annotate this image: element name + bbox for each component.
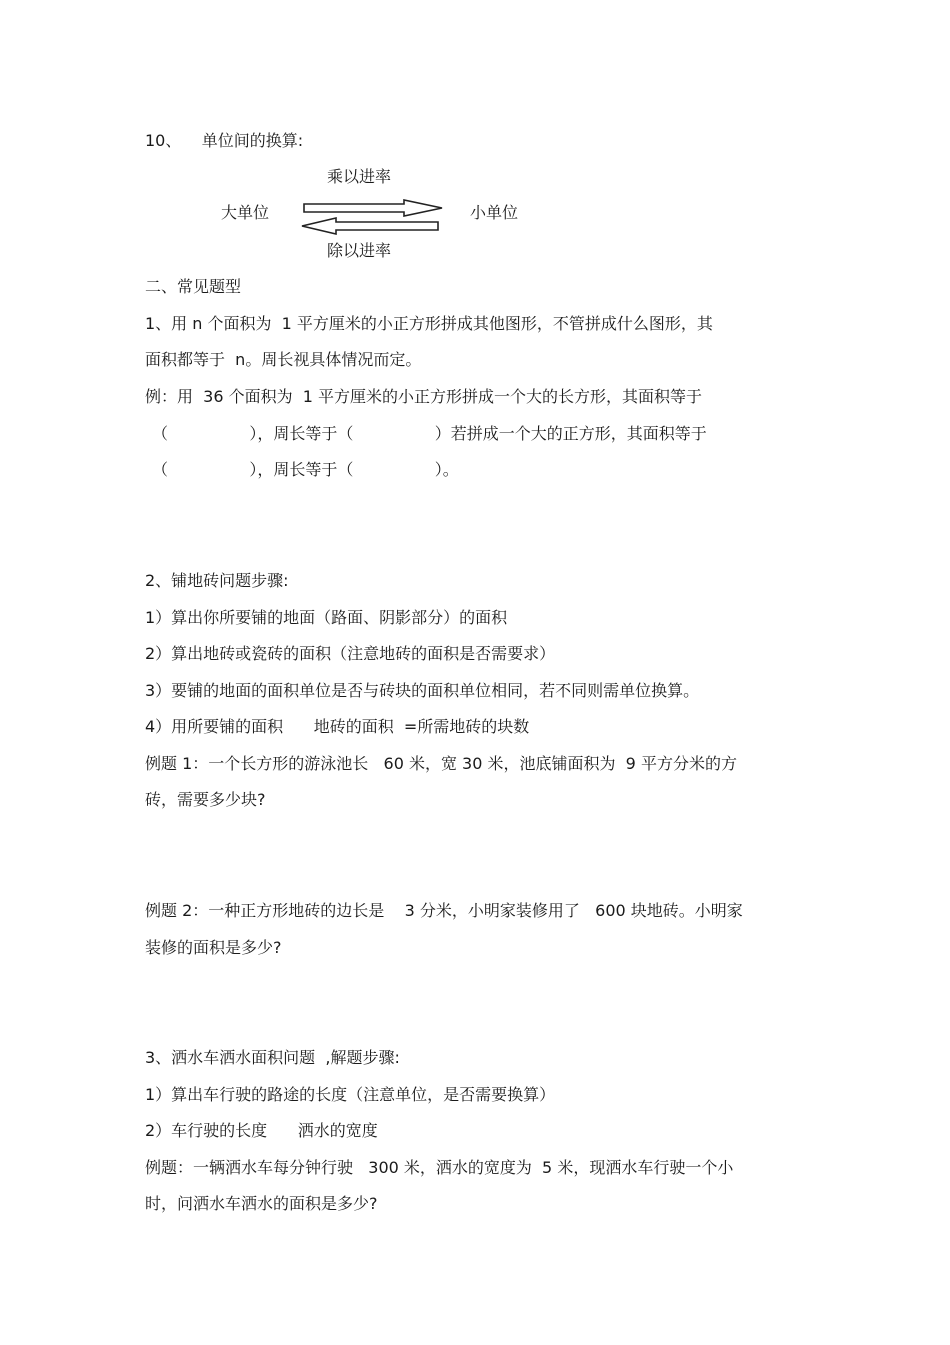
conversion-arrows bbox=[298, 196, 448, 238]
item3-example-line1: 例题：一辆洒水车每分钟行驶 300 米，洒水的宽度为 5 米，现洒水车行驶一个小 bbox=[145, 1158, 734, 1177]
diagram-right-label: 小单位 bbox=[470, 203, 519, 222]
item2-example1-line1: 例题 1：一个长方形的游泳池长 60 米，宽 30 米，池底铺面积为 9 平方分米的方 bbox=[145, 754, 737, 773]
item2-step-3: 3）要铺的地面的面积单位是否与砖块的面积单位相同，若不同则需单位换算。 bbox=[145, 681, 700, 700]
item2-example2-line1: 例题 2：一种正方形地砖的边长是 3 分米，小明家装修用了 600 块地砖。小明家 bbox=[145, 901, 743, 920]
item2-example2-line2: 装修的面积是多少? bbox=[145, 938, 282, 957]
diagram-bottom-label: 除以进率 bbox=[327, 241, 392, 260]
section-heading-unit-conversion: 10、 单位间的换算: bbox=[145, 131, 304, 150]
section-heading-common-questions: 二、常见题型 bbox=[145, 277, 242, 296]
right-arrow-icon bbox=[304, 200, 442, 216]
item3-example-line2: 时，问洒水车洒水的面积是多少? bbox=[145, 1194, 378, 1213]
left-arrow-icon bbox=[302, 218, 438, 234]
item2-step-2: 2）算出地砖或瓷砖的面积（注意地砖的面积是否需要求） bbox=[145, 644, 556, 663]
item2-step-1: 1）算出你所要铺的地面（路面、阴影部分）的面积 bbox=[145, 608, 508, 627]
item1-line1: 1、用 n 个面积为 1 平方厘米的小正方形拼成其他图形，不管拼成什么图形，其 bbox=[145, 314, 713, 333]
item3-step-2: 2）车行驶的长度 洒水的宽度 bbox=[145, 1121, 378, 1140]
item2-step-4: 4）用所要铺的面积 地砖的面积 =所需地砖的块数 bbox=[145, 717, 530, 736]
diagram-top-label: 乘以进率 bbox=[327, 167, 392, 186]
diagram-left-label: 大单位 bbox=[221, 203, 270, 222]
item1-example-line1: 例：用 36 个面积为 1 平方厘米的小正方形拼成一个大的长方形，其面积等于 bbox=[145, 387, 703, 406]
item2-example1-line2: 砖，需要多少块? bbox=[145, 790, 266, 809]
item1-example-line3: （ ），周长等于（ ）。 bbox=[152, 460, 459, 479]
item3-step-1: 1）算出车行驶的路途的长度（注意单位，是否需要换算） bbox=[145, 1085, 556, 1104]
item2-title: 2、铺地砖问题步骤: bbox=[145, 571, 289, 590]
item3-title: 3、洒水车洒水面积问题 ,解题步骤: bbox=[145, 1048, 400, 1067]
item1-line2: 面积都等于 n。周长视具体情况而定。 bbox=[145, 350, 422, 369]
item1-example-line2: （ ），周长等于（ ）若拼成一个大的正方形，其面积等于 bbox=[152, 424, 707, 443]
